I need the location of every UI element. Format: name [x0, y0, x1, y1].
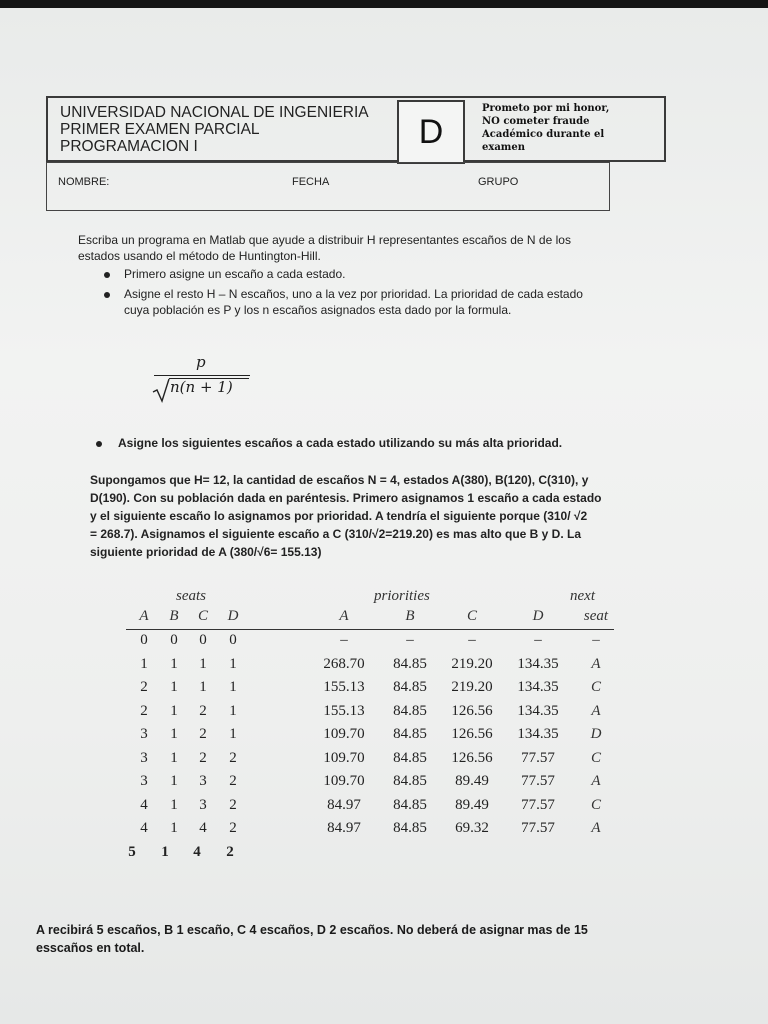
priority-cell: 155.13	[323, 702, 365, 719]
seat-cell: 3	[199, 773, 207, 789]
seat-cell: 3	[140, 749, 148, 766]
seat-cell: 4	[140, 796, 148, 813]
example-line: siguiente prioridad de A (380/√6= 155.13)	[90, 545, 322, 559]
seat-cell: 1	[229, 679, 237, 695]
seat-cell: 0	[229, 632, 237, 648]
priority-cell: 77.57	[521, 796, 555, 813]
exam-version-letter: D	[418, 112, 444, 151]
final-seat-cell: 2	[226, 843, 234, 860]
priority-cell: 69.32	[455, 820, 489, 836]
formula-denominator: n(n + 1)	[170, 378, 233, 396]
seat-cell: 1	[170, 655, 178, 672]
priority-cell: 268.70	[323, 655, 365, 672]
priority-cell: 109.70	[323, 726, 365, 742]
header-rule	[126, 629, 614, 630]
bullet-dot	[104, 292, 110, 298]
priority-cell: 155.13	[323, 679, 365, 695]
priority-cell: 84.97	[327, 796, 361, 813]
seat-cell: 0	[170, 632, 178, 648]
fraction-bar	[154, 375, 250, 376]
seat-cell: 1	[140, 655, 148, 672]
seat-cell: 4	[140, 820, 148, 836]
example-line: Supongamos que H= 12, la cantidad de escaños N = 4, estados A(380), B(120), C(310), y	[90, 473, 589, 487]
priority-cell: 84.85	[393, 773, 427, 789]
priority-cell: 84.85	[393, 655, 427, 672]
oath-line: Prometo por mi honor,	[482, 103, 610, 114]
seat-cell: 2	[229, 796, 237, 813]
seat-cell: 2	[229, 773, 237, 789]
conclusion-line: A recibirá 5 escaños, B 1 escaño, C 4 escaños, D 2 escaños. No deberá de asignar mas de 15	[36, 923, 588, 937]
priority-cell: 84.85	[393, 726, 427, 742]
priority-cell: 134.35	[517, 655, 559, 672]
conclusion	[36, 921, 676, 957]
seat-cell: 2	[199, 702, 207, 719]
priority-cell: 84.85	[393, 702, 427, 719]
seat-cell: 3	[199, 796, 207, 813]
next-seat-cell: A	[591, 773, 601, 789]
next-seat-cell: C	[590, 749, 601, 766]
seat-cell: 1	[170, 702, 178, 719]
formula-numerator: p	[196, 353, 206, 371]
priority-cell: –	[468, 632, 476, 648]
group-label: GRUPO	[478, 176, 519, 188]
bullet-text: Asigne el resto H – N escaños, uno a la vez por prioridad. La prioridad de cada estado	[124, 287, 583, 301]
bullet-text: cuya población es P y los n escaños asignados esta dado por la formula.	[124, 303, 512, 317]
priority-cell: 109.70	[323, 773, 365, 789]
final-seat-cell: 4	[193, 843, 201, 860]
bullet-text: Primero asigne un escaño a cada estado.	[124, 267, 346, 281]
priority-cell: –	[534, 632, 542, 648]
date-label: FECHA	[292, 176, 330, 188]
intro-line: Escriba un programa en Matlab que ayude a distribuir H representantes escaños de N de los	[78, 233, 571, 247]
oath-line: Académico durante el	[482, 129, 605, 140]
sqrt-sign-icon	[152, 377, 172, 403]
seat-cell: 0	[140, 632, 148, 648]
exam-title	[60, 104, 400, 155]
seat-cell: 3	[140, 726, 148, 742]
priority-cell: 126.56	[451, 749, 493, 766]
priority-cell: 134.35	[517, 702, 559, 719]
next-col-header: seat	[583, 608, 609, 624]
seat-cell: 2	[229, 749, 237, 766]
priority-cell: 77.57	[521, 820, 555, 836]
priority-cell: 126.56	[451, 702, 493, 719]
seat-cell: 2	[199, 726, 207, 742]
honor-stamp	[482, 102, 662, 154]
priority-cell: 84.85	[393, 679, 427, 695]
seat-cell: 1	[170, 820, 178, 836]
priority-cell: 219.20	[451, 655, 493, 672]
seat-cell: 3	[140, 773, 148, 789]
priority-cell: 134.35	[517, 726, 559, 742]
priority-cell: 84.97	[327, 820, 361, 836]
group-header-seats: seats	[176, 588, 206, 604]
next-seat-cell: C	[590, 796, 601, 813]
priority-cell: 219.20	[451, 679, 493, 695]
seat-cell: 2	[140, 679, 148, 695]
priority-cell: 77.57	[521, 749, 555, 766]
bullet-dot	[104, 272, 110, 278]
priority-cell: 84.85	[393, 796, 427, 813]
seat-cell: 1	[199, 655, 207, 672]
priority-cell: –	[406, 632, 414, 648]
next-seat-cell: D	[590, 726, 602, 742]
title-line-course: PROGRAMACION I	[60, 138, 198, 155]
next-seat-cell: –	[592, 632, 600, 648]
intro-line: estados usando el método de Huntington-Hill.	[78, 249, 321, 263]
priority-col-header: C	[466, 608, 477, 624]
oath-line: examen	[482, 142, 526, 153]
seat-col-header: D	[227, 608, 239, 624]
seat-cell: 1	[170, 796, 178, 813]
priority-col-header: D	[532, 608, 544, 624]
huntington-hill-table	[120, 588, 620, 858]
priority-col-header: A	[339, 608, 349, 624]
next-seat-cell: A	[591, 820, 601, 836]
final-seat-cell: 1	[161, 843, 169, 860]
example-line: D(190). Con su población dada en paréntesis. Primero asignamos 1 escaño a cada estado	[90, 491, 602, 505]
seat-cell: 2	[199, 749, 207, 766]
next-seat-cell: A	[591, 655, 601, 672]
priority-cell: 89.49	[455, 773, 489, 789]
priority-cell: 77.57	[521, 773, 555, 789]
seat-col-header: B	[169, 608, 179, 624]
name-label: NOMBRE:	[58, 176, 110, 188]
priority-cell: 134.35	[517, 679, 559, 695]
seat-cell: 1	[170, 726, 178, 742]
seat-cell: 1	[229, 702, 237, 719]
next-seat-cell: C	[590, 679, 601, 695]
oath-line: NO cometer fraude	[482, 116, 590, 127]
group-header-priorities: priorities	[374, 588, 430, 604]
priority-col-header: B	[405, 608, 415, 624]
seat-cell: 1	[199, 679, 207, 695]
seat-cell: 2	[140, 702, 148, 719]
priority-cell: –	[340, 632, 348, 648]
conclusion-line: esscaños en total.	[36, 941, 145, 955]
seat-col-header: A	[139, 608, 149, 624]
priority-cell: 89.49	[455, 796, 489, 813]
title-line-exam: PRIMER EXAMEN PARCIAL	[60, 121, 260, 138]
next-seat-cell: A	[591, 702, 601, 719]
priority-formula	[150, 353, 260, 405]
seat-col-header: C	[197, 608, 208, 624]
bullet-text: Asigne los siguientes escaños a cada estado utilizando su más alta prioridad.	[118, 436, 563, 450]
priority-cell: 126.56	[451, 726, 493, 742]
example-line: y el siguiente escaño lo asignamos por prioridad. A tendría el siguiente porque (310/ √2	[90, 509, 588, 523]
grade-box	[397, 100, 465, 164]
seat-cell: 1	[229, 655, 237, 672]
seat-cell: 1	[170, 679, 178, 695]
bullet-dot	[96, 441, 102, 447]
seat-cell: 0	[199, 632, 207, 648]
seat-cell: 1	[229, 726, 237, 742]
example-line: = 268.7). Asignamos el siguiente escaño a C (310/√2=219.20) es mas alto que B y D. La	[90, 527, 582, 541]
final-seat-cell: 5	[128, 843, 136, 860]
group-header-next: next	[570, 588, 595, 604]
title-line-university: UNIVERSIDAD NACIONAL DE INGENIERIA	[60, 104, 369, 121]
priority-cell: 109.70	[323, 749, 365, 766]
seat-cell: 4	[199, 820, 207, 836]
seat-cell: 2	[229, 820, 237, 836]
priority-cell: 84.85	[393, 749, 427, 766]
priority-cell: 84.85	[393, 820, 427, 836]
seat-cell: 1	[170, 773, 178, 789]
seat-cell: 1	[170, 749, 178, 766]
